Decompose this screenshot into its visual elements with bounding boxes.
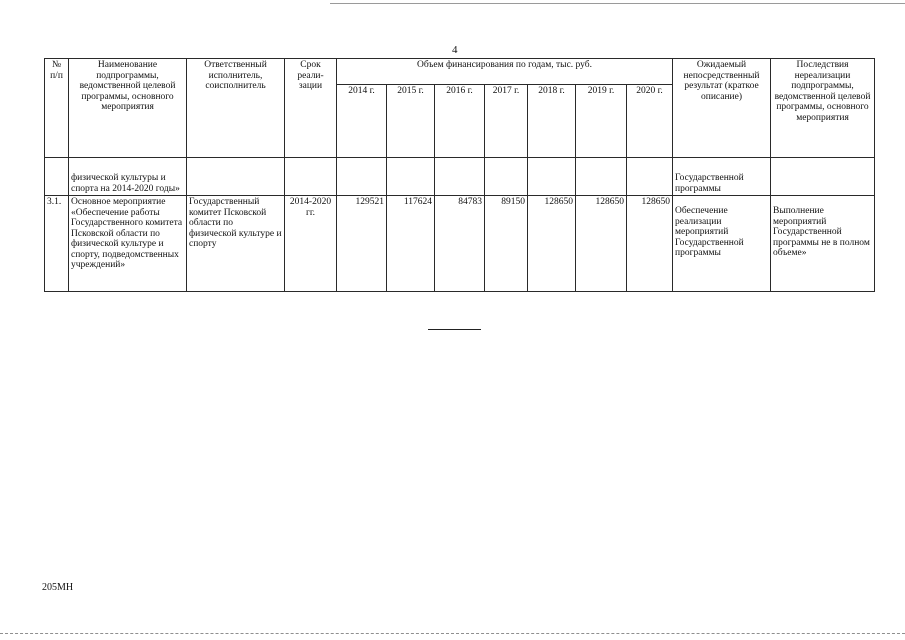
cell-empty <box>187 158 285 196</box>
row-period: 2014-2020 гг. <box>285 196 337 292</box>
cell-empty <box>435 158 485 196</box>
header-year: 2019 г. <box>576 85 627 158</box>
header-year: 2018 г. <box>528 85 576 158</box>
scan-bottom-edge <box>0 633 905 634</box>
cell-empty <box>576 158 627 196</box>
cell-empty <box>485 158 528 196</box>
header-year: 2014 г. <box>337 85 387 158</box>
row-value-2017: 89150 <box>485 196 528 292</box>
cell-empty <box>771 158 875 196</box>
page-number: 4 <box>452 44 458 56</box>
cell-empty <box>528 158 576 196</box>
header-period: Срок реали-зации <box>285 59 337 158</box>
funding-table <box>44 58 875 292</box>
row-value-2015: 117624 <box>387 196 435 292</box>
table-row <box>45 196 875 292</box>
continuation-row <box>45 158 875 196</box>
header-funding-group: Объем финансирования по годам, тыс. руб. <box>337 59 673 85</box>
cell-empty <box>285 158 337 196</box>
continuation-result: Государственной программы <box>673 158 771 196</box>
cell-empty <box>387 158 435 196</box>
row-num: 3.1. <box>45 196 69 292</box>
document-code: 205МН <box>42 582 74 593</box>
header-year: 2017 г. <box>485 85 528 158</box>
header-name: Наименование подпрограммы, ведомственной целевой программы, основного мероприятия <box>69 59 187 158</box>
cell-num-empty <box>45 158 69 196</box>
continuation-name: физической культуры и спорта на 2014-2020 годы» <box>69 158 187 196</box>
cell-empty <box>627 158 673 196</box>
header-year: 2016 г. <box>435 85 485 158</box>
row-value-2014: 129521 <box>337 196 387 292</box>
row-value-2019: 128650 <box>576 196 627 292</box>
scan-top-edge <box>330 3 905 4</box>
end-rule <box>428 329 481 330</box>
cell-empty <box>337 158 387 196</box>
row-executor: Государственный комитет Псковской области по физической культуре и спорту <box>187 196 285 292</box>
header-executor: Ответственный исполнитель, соисполнитель <box>187 59 285 158</box>
row-result: Обеспечение реализации мероприятий Государственной программы <box>673 196 771 292</box>
header-result: Ожидаемый непосредственный результат (краткое описание) <box>673 59 771 158</box>
row-name: Основное мероприятие «Обеспечение работы Государственного комитета Псковской области по физической культуре и спорту, подведомственных учреждений» <box>69 196 187 292</box>
row-value-2020: 128650 <box>627 196 673 292</box>
header-num: № п/п <box>45 59 69 158</box>
header-consequences: Последствия нереализации подпрограммы, ведомственной целевой программы, основного мероприятия <box>771 59 875 158</box>
row-consequences: Выполнение мероприятий Государственной программы не в полном объеме» <box>771 196 875 292</box>
header-year: 2015 г. <box>387 85 435 158</box>
header-year: 2020 г. <box>627 85 673 158</box>
row-value-2018: 128650 <box>528 196 576 292</box>
row-value-2016: 84783 <box>435 196 485 292</box>
